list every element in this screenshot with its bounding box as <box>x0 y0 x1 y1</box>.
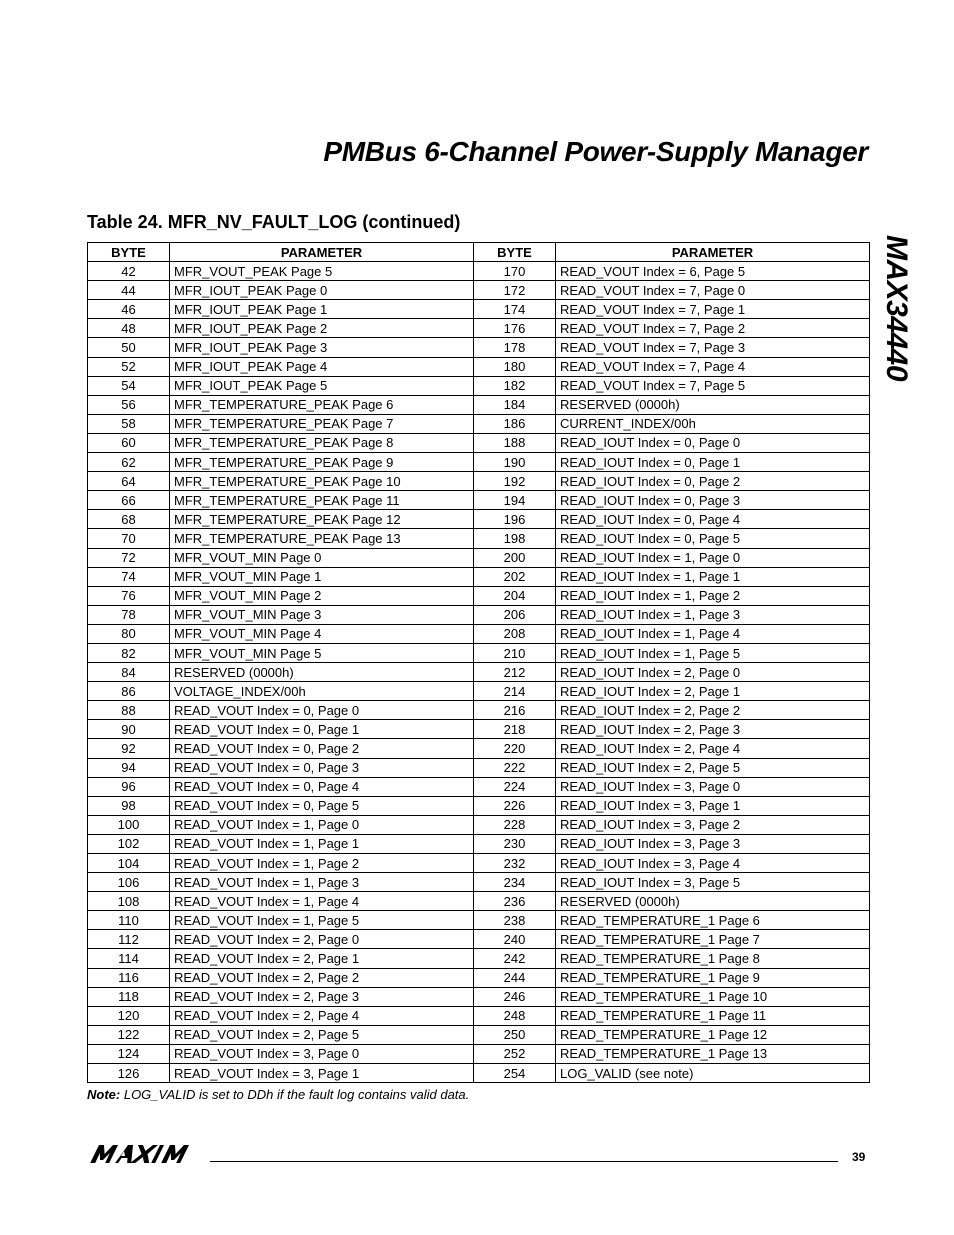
table-row <box>88 720 870 739</box>
cell-byte-right: 202 <box>474 567 556 586</box>
cell-parameter-left: READ_VOUT Index = 3, Page 0 <box>170 1044 474 1063</box>
cell-parameter-right: READ_VOUT Index = 7, Page 4 <box>556 357 870 376</box>
cell-byte-right: 200 <box>474 548 556 567</box>
table-row <box>88 968 870 987</box>
cell-byte-right: 208 <box>474 624 556 643</box>
cell-byte-left: 74 <box>88 567 170 586</box>
cell-parameter-right: READ_IOUT Index = 1, Page 5 <box>556 643 870 662</box>
note-label: Note: <box>87 1087 121 1102</box>
table-row <box>88 281 870 300</box>
cell-parameter-left: MFR_IOUT_PEAK Page 2 <box>170 319 474 338</box>
cell-byte-left: 102 <box>88 834 170 853</box>
table-row <box>88 605 870 624</box>
cell-parameter-right: READ_TEMPERATURE_1 Page 8 <box>556 949 870 968</box>
cell-byte-left: 90 <box>88 720 170 739</box>
cell-parameter-left: READ_VOUT Index = 1, Page 1 <box>170 834 474 853</box>
cell-byte-left: 56 <box>88 395 170 414</box>
cell-byte-right: 252 <box>474 1044 556 1063</box>
cell-parameter-right: READ_IOUT Index = 2, Page 0 <box>556 663 870 682</box>
cell-byte-right: 232 <box>474 854 556 873</box>
table-row <box>88 834 870 853</box>
cell-byte-left: 58 <box>88 414 170 433</box>
cell-byte-left: 52 <box>88 357 170 376</box>
table-row <box>88 873 870 892</box>
cell-byte-left: 98 <box>88 796 170 815</box>
table-note <box>87 1087 469 1102</box>
cell-byte-right: 196 <box>474 510 556 529</box>
cell-parameter-left: MFR_VOUT_MIN Page 0 <box>170 548 474 567</box>
table-row <box>88 548 870 567</box>
cell-parameter-left: READ_VOUT Index = 2, Page 5 <box>170 1025 474 1044</box>
table-row <box>88 815 870 834</box>
cell-parameter-right: READ_IOUT Index = 3, Page 0 <box>556 777 870 796</box>
cell-byte-left: 44 <box>88 281 170 300</box>
cell-byte-left: 122 <box>88 1025 170 1044</box>
table-row <box>88 376 870 395</box>
cell-byte-left: 94 <box>88 758 170 777</box>
table-row <box>88 758 870 777</box>
cell-byte-left: 96 <box>88 777 170 796</box>
cell-byte-left: 100 <box>88 815 170 834</box>
cell-byte-left: 60 <box>88 433 170 452</box>
table-row <box>88 414 870 433</box>
cell-byte-right: 216 <box>474 701 556 720</box>
cell-parameter-left: READ_VOUT Index = 1, Page 4 <box>170 892 474 911</box>
cell-byte-right: 238 <box>474 911 556 930</box>
maxim-logo <box>90 1145 202 1163</box>
table-row <box>88 1025 870 1044</box>
cell-parameter-left: RESERVED (0000h) <box>170 663 474 682</box>
column-header-parameter-right: PARAMETER <box>556 243 870 262</box>
cell-byte-right: 220 <box>474 739 556 758</box>
cell-byte-left: 104 <box>88 854 170 873</box>
column-header-byte-right: BYTE <box>474 243 556 262</box>
cell-parameter-left: READ_VOUT Index = 2, Page 3 <box>170 987 474 1006</box>
cell-parameter-left: MFR_TEMPERATURE_PEAK Page 7 <box>170 414 474 433</box>
cell-parameter-left: MFR_TEMPERATURE_PEAK Page 11 <box>170 491 474 510</box>
table-row <box>88 453 870 472</box>
table-row <box>88 338 870 357</box>
cell-byte-right: 170 <box>474 262 556 281</box>
cell-byte-right: 182 <box>474 376 556 395</box>
cell-parameter-right: READ_TEMPERATURE_1 Page 11 <box>556 1006 870 1025</box>
cell-parameter-right: READ_IOUT Index = 0, Page 4 <box>556 510 870 529</box>
cell-byte-left: 82 <box>88 643 170 662</box>
cell-byte-left: 116 <box>88 968 170 987</box>
cell-byte-left: 108 <box>88 892 170 911</box>
cell-parameter-right: READ_IOUT Index = 1, Page 1 <box>556 567 870 586</box>
header-row <box>88 243 870 262</box>
cell-parameter-right: READ_IOUT Index = 2, Page 1 <box>556 682 870 701</box>
cell-byte-left: 62 <box>88 453 170 472</box>
cell-parameter-left: READ_VOUT Index = 1, Page 0 <box>170 815 474 834</box>
cell-parameter-right: READ_IOUT Index = 3, Page 3 <box>556 834 870 853</box>
cell-parameter-left: VOLTAGE_INDEX/00h <box>170 682 474 701</box>
table-row <box>88 663 870 682</box>
cell-parameter-left: READ_VOUT Index = 2, Page 2 <box>170 968 474 987</box>
table-header <box>88 243 870 262</box>
cell-byte-right: 244 <box>474 968 556 987</box>
table-row <box>88 949 870 968</box>
cell-parameter-left: READ_VOUT Index = 0, Page 5 <box>170 796 474 815</box>
cell-parameter-right: READ_IOUT Index = 2, Page 4 <box>556 739 870 758</box>
cell-byte-right: 236 <box>474 892 556 911</box>
cell-byte-left: 78 <box>88 605 170 624</box>
table-row <box>88 911 870 930</box>
cell-parameter-right: READ_IOUT Index = 3, Page 2 <box>556 815 870 834</box>
cell-parameter-right: READ_TEMPERATURE_1 Page 10 <box>556 987 870 1006</box>
cell-parameter-right: READ_TEMPERATURE_1 Page 13 <box>556 1044 870 1063</box>
cell-byte-right: 174 <box>474 300 556 319</box>
cell-parameter-left: MFR_VOUT_MIN Page 1 <box>170 567 474 586</box>
table-row <box>88 300 870 319</box>
cell-byte-right: 230 <box>474 834 556 853</box>
cell-parameter-left: MFR_TEMPERATURE_PEAK Page 8 <box>170 433 474 452</box>
cell-parameter-right: READ_TEMPERATURE_1 Page 7 <box>556 930 870 949</box>
cell-parameter-right: READ_VOUT Index = 7, Page 3 <box>556 338 870 357</box>
cell-parameter-right: READ_IOUT Index = 1, Page 4 <box>556 624 870 643</box>
cell-parameter-right: READ_IOUT Index = 0, Page 0 <box>556 433 870 452</box>
table-row <box>88 624 870 643</box>
cell-byte-left: 66 <box>88 491 170 510</box>
cell-parameter-left: MFR_VOUT_MIN Page 4 <box>170 624 474 643</box>
cell-parameter-right: READ_VOUT Index = 6, Page 5 <box>556 262 870 281</box>
cell-byte-right: 222 <box>474 758 556 777</box>
cell-byte-left: 126 <box>88 1064 170 1083</box>
table-row <box>88 739 870 758</box>
cell-byte-left: 42 <box>88 262 170 281</box>
cell-parameter-left: MFR_TEMPERATURE_PEAK Page 12 <box>170 510 474 529</box>
cell-parameter-right: READ_TEMPERATURE_1 Page 6 <box>556 911 870 930</box>
cell-byte-left: 68 <box>88 510 170 529</box>
cell-parameter-left: READ_VOUT Index = 1, Page 5 <box>170 911 474 930</box>
cell-byte-left: 76 <box>88 586 170 605</box>
cell-parameter-right: READ_IOUT Index = 1, Page 2 <box>556 586 870 605</box>
cell-parameter-left: MFR_IOUT_PEAK Page 0 <box>170 281 474 300</box>
cell-parameter-left: READ_VOUT Index = 0, Page 2 <box>170 739 474 758</box>
table-row <box>88 395 870 414</box>
document-title: PMBus 6-Channel Power-Supply Manager <box>323 136 868 167</box>
cell-parameter-right: RESERVED (0000h) <box>556 892 870 911</box>
cell-byte-right: 218 <box>474 720 556 739</box>
cell-parameter-left: MFR_IOUT_PEAK Page 3 <box>170 338 474 357</box>
part-number-label: MAX34440 <box>880 234 913 382</box>
cell-byte-right: 234 <box>474 873 556 892</box>
cell-byte-right: 240 <box>474 930 556 949</box>
cell-parameter-right: READ_IOUT Index = 0, Page 1 <box>556 453 870 472</box>
cell-byte-right: 194 <box>474 491 556 510</box>
cell-parameter-left: READ_VOUT Index = 0, Page 1 <box>170 720 474 739</box>
cell-byte-right: 224 <box>474 777 556 796</box>
cell-byte-left: 80 <box>88 624 170 643</box>
cell-byte-left: 48 <box>88 319 170 338</box>
cell-byte-right: 246 <box>474 987 556 1006</box>
table-row <box>88 987 870 1006</box>
cell-byte-left: 114 <box>88 949 170 968</box>
cell-parameter-left: READ_VOUT Index = 1, Page 3 <box>170 873 474 892</box>
table-row <box>88 510 870 529</box>
table-row <box>88 854 870 873</box>
table-row <box>88 701 870 720</box>
cell-parameter-left: MFR_TEMPERATURE_PEAK Page 6 <box>170 395 474 414</box>
cell-parameter-right: READ_TEMPERATURE_1 Page 9 <box>556 968 870 987</box>
cell-byte-left: 86 <box>88 682 170 701</box>
page-number: 39 <box>852 1150 866 1164</box>
cell-parameter-left: MFR_TEMPERATURE_PEAK Page 9 <box>170 453 474 472</box>
table-row <box>88 319 870 338</box>
cell-parameter-right: READ_IOUT Index = 0, Page 2 <box>556 472 870 491</box>
footer-rule <box>210 1161 838 1162</box>
cell-parameter-right: READ_IOUT Index = 0, Page 3 <box>556 491 870 510</box>
cell-byte-left: 50 <box>88 338 170 357</box>
cell-parameter-left: MFR_VOUT_MIN Page 2 <box>170 586 474 605</box>
cell-parameter-right: LOG_VALID (see note) <box>556 1064 870 1083</box>
cell-parameter-left: READ_VOUT Index = 2, Page 0 <box>170 930 474 949</box>
cell-parameter-right: READ_IOUT Index = 3, Page 5 <box>556 873 870 892</box>
cell-byte-left: 70 <box>88 529 170 548</box>
table-row <box>88 892 870 911</box>
cell-parameter-right: READ_IOUT Index = 3, Page 4 <box>556 854 870 873</box>
cell-parameter-left: READ_VOUT Index = 0, Page 0 <box>170 701 474 720</box>
cell-byte-right: 192 <box>474 472 556 491</box>
cell-byte-left: 124 <box>88 1044 170 1063</box>
table-row <box>88 491 870 510</box>
cell-parameter-left: MFR_TEMPERATURE_PEAK Page 13 <box>170 529 474 548</box>
table-caption: Table 24. MFR_NV_FAULT_LOG (continued) <box>87 212 461 232</box>
table-row <box>88 586 870 605</box>
table-row <box>88 433 870 452</box>
table-row <box>88 1064 870 1083</box>
cell-byte-right: 176 <box>474 319 556 338</box>
table-row <box>88 777 870 796</box>
table-row <box>88 472 870 491</box>
cell-byte-left: 84 <box>88 663 170 682</box>
cell-parameter-left: MFR_VOUT_MIN Page 3 <box>170 605 474 624</box>
cell-parameter-right: READ_IOUT Index = 3, Page 1 <box>556 796 870 815</box>
cell-parameter-right: READ_IOUT Index = 1, Page 0 <box>556 548 870 567</box>
cell-parameter-right: CURRENT_INDEX/00h <box>556 414 870 433</box>
cell-parameter-left: MFR_IOUT_PEAK Page 5 <box>170 376 474 395</box>
column-header-parameter-left: PARAMETER <box>170 243 474 262</box>
cell-parameter-left: READ_VOUT Index = 1, Page 2 <box>170 854 474 873</box>
cell-parameter-right: READ_VOUT Index = 7, Page 2 <box>556 319 870 338</box>
cell-byte-left: 112 <box>88 930 170 949</box>
table-body <box>88 262 870 1083</box>
fault-log-table <box>87 242 870 1083</box>
cell-parameter-left: READ_VOUT Index = 2, Page 4 <box>170 1006 474 1025</box>
cell-byte-right: 204 <box>474 586 556 605</box>
cell-byte-right: 206 <box>474 605 556 624</box>
cell-parameter-left: READ_VOUT Index = 0, Page 4 <box>170 777 474 796</box>
cell-byte-left: 64 <box>88 472 170 491</box>
cell-parameter-left: READ_VOUT Index = 2, Page 1 <box>170 949 474 968</box>
cell-byte-left: 92 <box>88 739 170 758</box>
table-row <box>88 643 870 662</box>
cell-byte-left: 46 <box>88 300 170 319</box>
cell-byte-left: 54 <box>88 376 170 395</box>
cell-byte-right: 186 <box>474 414 556 433</box>
cell-parameter-left: MFR_IOUT_PEAK Page 1 <box>170 300 474 319</box>
cell-byte-right: 254 <box>474 1064 556 1083</box>
cell-parameter-left: MFR_VOUT_MIN Page 5 <box>170 643 474 662</box>
cell-parameter-right: READ_VOUT Index = 7, Page 0 <box>556 281 870 300</box>
cell-byte-right: 180 <box>474 357 556 376</box>
cell-byte-left: 120 <box>88 1006 170 1025</box>
cell-parameter-right: READ_IOUT Index = 1, Page 3 <box>556 605 870 624</box>
table-row <box>88 796 870 815</box>
cell-byte-right: 188 <box>474 433 556 452</box>
cell-parameter-left: MFR_IOUT_PEAK Page 4 <box>170 357 474 376</box>
table-row <box>88 529 870 548</box>
cell-parameter-right: READ_IOUT Index = 2, Page 3 <box>556 720 870 739</box>
cell-parameter-right: READ_IOUT Index = 2, Page 2 <box>556 701 870 720</box>
cell-byte-right: 214 <box>474 682 556 701</box>
cell-parameter-left: MFR_VOUT_PEAK Page 5 <box>170 262 474 281</box>
cell-parameter-right: READ_VOUT Index = 7, Page 5 <box>556 376 870 395</box>
cell-parameter-left: READ_VOUT Index = 0, Page 3 <box>170 758 474 777</box>
table-row <box>88 1006 870 1025</box>
cell-byte-right: 210 <box>474 643 556 662</box>
table-row <box>88 930 870 949</box>
cell-byte-left: 110 <box>88 911 170 930</box>
cell-byte-right: 172 <box>474 281 556 300</box>
cell-parameter-right: READ_IOUT Index = 0, Page 5 <box>556 529 870 548</box>
cell-parameter-right: READ_VOUT Index = 7, Page 1 <box>556 300 870 319</box>
cell-byte-left: 106 <box>88 873 170 892</box>
cell-parameter-left: MFR_TEMPERATURE_PEAK Page 10 <box>170 472 474 491</box>
cell-byte-right: 250 <box>474 1025 556 1044</box>
cell-byte-right: 184 <box>474 395 556 414</box>
cell-byte-right: 226 <box>474 796 556 815</box>
cell-byte-left: 118 <box>88 987 170 1006</box>
column-header-byte-left: BYTE <box>88 243 170 262</box>
cell-byte-left: 88 <box>88 701 170 720</box>
cell-byte-right: 248 <box>474 1006 556 1025</box>
cell-parameter-right: READ_TEMPERATURE_1 Page 12 <box>556 1025 870 1044</box>
cell-parameter-right: RESERVED (0000h) <box>556 395 870 414</box>
note-text: LOG_VALID is set to DDh if the fault log contains valid data. <box>123 1087 470 1102</box>
cell-parameter-left: READ_VOUT Index = 3, Page 1 <box>170 1064 474 1083</box>
table-row <box>88 682 870 701</box>
cell-parameter-right: READ_IOUT Index = 2, Page 5 <box>556 758 870 777</box>
cell-byte-right: 242 <box>474 949 556 968</box>
cell-byte-right: 178 <box>474 338 556 357</box>
cell-byte-right: 190 <box>474 453 556 472</box>
cell-byte-right: 228 <box>474 815 556 834</box>
table-row <box>88 262 870 281</box>
table-row <box>88 1044 870 1063</box>
table-row <box>88 357 870 376</box>
cell-byte-right: 198 <box>474 529 556 548</box>
cell-byte-right: 212 <box>474 663 556 682</box>
side-part-number <box>876 218 916 398</box>
table-row <box>88 567 870 586</box>
cell-byte-left: 72 <box>88 548 170 567</box>
